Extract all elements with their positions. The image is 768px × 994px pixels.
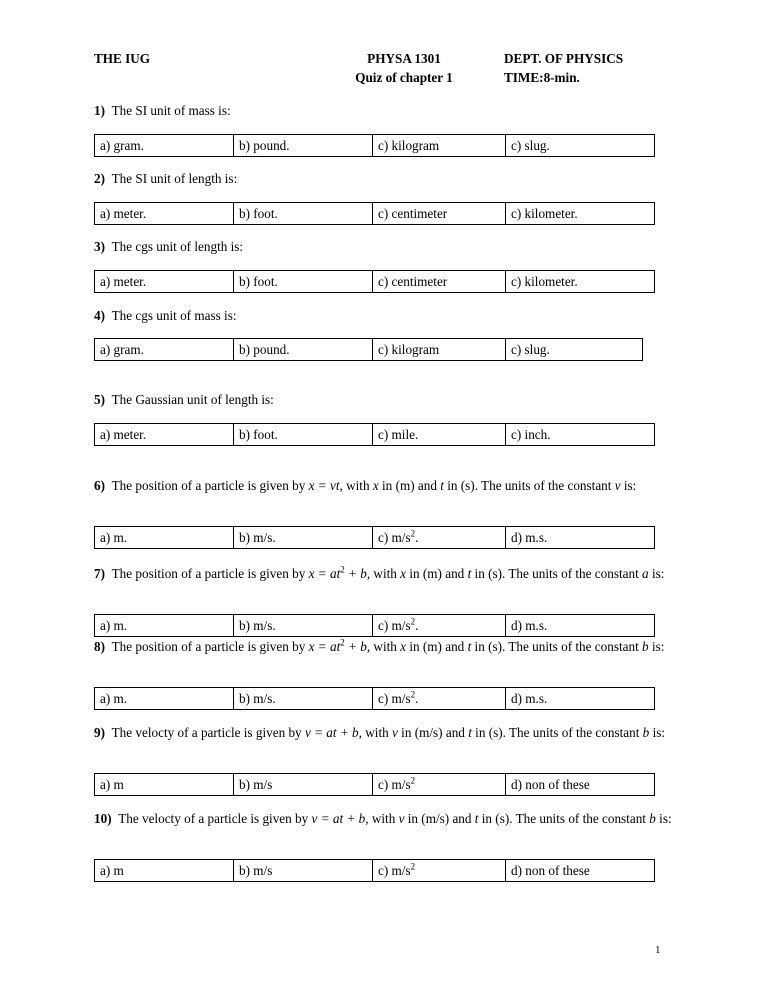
question-9-text: [94, 725, 672, 742]
option-8a[interactable]: a) m.: [95, 688, 234, 710]
question-5-text: [94, 392, 654, 409]
question-9-body-1: The velocty of a particle is given by: [111, 725, 305, 740]
table-row: [95, 424, 655, 446]
question-10-var-v: v: [398, 811, 405, 826]
table-row: [95, 527, 655, 549]
question-6: [94, 478, 672, 495]
question-7-var-t: t: [467, 566, 472, 581]
option-5d[interactable]: c) inch.: [506, 424, 655, 446]
option-1a[interactable]: a) gram.: [95, 135, 234, 157]
answer-table-10: [94, 859, 655, 882]
question-8-body-5: is:: [648, 639, 665, 654]
option-10c-exponent: 2: [410, 861, 416, 872]
question-8-number: 8): [94, 639, 105, 654]
question-8-formula-post: + b: [344, 639, 367, 654]
question-7-var-x: x: [400, 566, 407, 581]
option-3d[interactable]: c) kilometer.: [506, 271, 655, 293]
option-8c-suffix: .: [415, 690, 419, 706]
question-9-number: 9): [94, 725, 105, 740]
option-5c[interactable]: c) mile.: [373, 424, 506, 446]
answer-table-8: [94, 687, 655, 710]
question-2-body: The SI unit of length is:: [111, 171, 238, 186]
question-7-body-5: is:: [648, 566, 665, 581]
question-5: [94, 392, 654, 409]
question-5-body: The Gaussian unit of length is:: [111, 392, 274, 407]
option-7b[interactable]: b) m/s.: [234, 615, 373, 637]
question-7-formula: [309, 566, 367, 581]
question-8-body-3: in (m) and: [406, 639, 468, 654]
option-7d[interactable]: d) m.s.: [506, 615, 655, 637]
question-10-number: 10): [94, 811, 112, 826]
question-5-number: 5): [94, 392, 105, 407]
question-10-var-t: t: [474, 811, 479, 826]
option-7c-label: c) m/s: [378, 617, 411, 633]
question-1-text: [94, 103, 654, 120]
option-8c-exponent: 2: [410, 689, 416, 700]
course-code: PHYSA 1301: [367, 51, 441, 66]
question-6-text: [94, 478, 672, 495]
document-header: [94, 50, 639, 90]
question-4-number: 4): [94, 308, 105, 323]
question-10-var-b: b: [649, 811, 656, 826]
option-6c-label: c) m/s: [378, 529, 411, 545]
question-10-body-2: , with: [365, 811, 399, 826]
answer-table-9: [94, 773, 655, 796]
question-7-body-3: in (m) and: [406, 566, 468, 581]
option-6c[interactable]: [373, 527, 506, 549]
question-7: [94, 566, 672, 583]
option-6c-exponent: 2: [410, 528, 416, 539]
page-number: 1: [655, 944, 661, 956]
question-9-var-v: v: [392, 725, 398, 740]
option-8d[interactable]: d) m.s.: [506, 688, 655, 710]
question-2-text: [94, 171, 654, 188]
time-limit: TIME:8-min.: [504, 70, 580, 85]
option-6c-suffix: .: [415, 529, 419, 545]
table-row: [95, 688, 655, 710]
question-6-body-1: The position of a particle is given by: [111, 478, 309, 493]
table-row: [95, 339, 643, 361]
option-9a[interactable]: a) m: [95, 774, 234, 796]
answer-table-3: [94, 270, 655, 293]
question-10-formula: v = at + b: [311, 811, 366, 826]
option-2a[interactable]: a) meter.: [95, 203, 234, 225]
question-8-formula-exponent: 2: [340, 637, 345, 648]
question-1: [94, 103, 654, 120]
question-9-body-4: in (s). The units of the constant: [471, 725, 643, 740]
quiz-subtitle: Quiz of chapter 1: [355, 70, 453, 85]
option-10c[interactable]: [373, 860, 506, 882]
institution-name: THE IUG: [94, 51, 151, 66]
question-9-body-3: in (m/s) and: [397, 725, 469, 740]
question-4-body: The cgs unit of mass is:: [111, 308, 237, 323]
option-10b[interactable]: b) m/s: [234, 860, 373, 882]
option-9b[interactable]: b) m/s: [234, 774, 373, 796]
option-7c-exponent: 2: [410, 616, 416, 627]
option-2d[interactable]: c) kilometer.: [506, 203, 655, 225]
question-8-text: [94, 639, 672, 656]
option-3c[interactable]: c) centimeter: [373, 271, 506, 293]
table-row: [95, 774, 655, 796]
table-row: [95, 615, 655, 637]
department-name: DEPT. OF PHYSICS: [504, 51, 624, 66]
question-7-body-4: in (s). The units of the constant: [471, 566, 643, 581]
option-2c[interactable]: c) centimeter: [373, 203, 506, 225]
question-7-body-2: , with: [366, 566, 401, 581]
question-8-body-2: , with: [366, 639, 401, 654]
answer-table-4: [94, 338, 643, 361]
option-6b[interactable]: b) m/s.: [234, 527, 373, 549]
option-1c[interactable]: c) kilogram: [373, 135, 506, 157]
option-4d[interactable]: c) slug.: [506, 339, 643, 361]
answer-table-6: [94, 526, 655, 549]
option-9d[interactable]: d) non of these: [506, 774, 655, 796]
question-6-var-t: t: [440, 478, 444, 493]
question-6-var-x: x: [372, 478, 379, 493]
question-6-body-5: is:: [620, 478, 637, 493]
option-4c[interactable]: c) kilogram: [373, 339, 506, 361]
question-4: [94, 308, 654, 325]
option-4b[interactable]: b) pound.: [234, 339, 373, 361]
question-8: [94, 639, 672, 656]
question-3: [94, 239, 654, 256]
question-7-text: [94, 566, 672, 583]
question-8-formula-pre: x = at: [308, 639, 341, 654]
option-9c-exponent: 2: [410, 775, 416, 786]
question-2-number: 2): [94, 171, 105, 186]
question-10: [94, 811, 672, 828]
option-6d[interactable]: d) m.s.: [506, 527, 655, 549]
option-1d[interactable]: c) slug.: [506, 135, 655, 157]
question-6-body-3: in (m) and: [378, 478, 441, 493]
option-10c-label: c) m/s: [378, 862, 411, 878]
question-3-text: [94, 239, 654, 256]
question-10-text: [94, 811, 672, 828]
question-6-formula: x = vt: [308, 478, 340, 493]
question-3-number: 3): [94, 239, 105, 254]
department-info: [504, 50, 623, 86]
question-7-body-1: The position of a particle is given by: [111, 566, 309, 581]
option-7a[interactable]: a) m.: [95, 615, 234, 637]
option-8c[interactable]: [373, 688, 506, 710]
question-8-var-t: t: [467, 639, 472, 654]
answer-table-5: [94, 423, 655, 446]
option-10a[interactable]: a) m: [95, 860, 234, 882]
table-row: [95, 860, 655, 882]
question-9-formula: v = at + b: [304, 725, 359, 740]
option-5b[interactable]: b) foot.: [234, 424, 373, 446]
question-9-body-2: , with: [358, 725, 392, 740]
option-3b[interactable]: b) foot.: [234, 271, 373, 293]
option-5a[interactable]: a) meter.: [95, 424, 234, 446]
option-3a[interactable]: a) meter.: [95, 271, 234, 293]
question-2: [94, 171, 654, 188]
question-8-formula: [309, 639, 367, 654]
option-2b[interactable]: b) foot.: [234, 203, 373, 225]
question-3-body: The cgs unit of length is:: [111, 239, 244, 254]
question-10-body-3: in (m/s) and: [404, 811, 475, 826]
table-row: [95, 135, 655, 157]
option-6a[interactable]: a) m.: [95, 527, 234, 549]
question-9-var-t: t: [468, 725, 472, 740]
question-7-var-a: a: [642, 566, 649, 581]
question-6-body-2: , with: [339, 478, 373, 493]
option-10d[interactable]: d) non of these: [506, 860, 655, 882]
question-1-number: 1): [94, 103, 105, 118]
question-8-var-b: b: [642, 639, 649, 654]
question-10-body-1: The velocty of a particle is given by: [118, 811, 312, 826]
answer-table-1: [94, 134, 655, 157]
question-9-var-b: b: [642, 725, 650, 740]
question-6-body-4: in (s). The units of the constant: [443, 478, 615, 493]
answer-table-7: [94, 614, 655, 637]
question-6-number: 6): [94, 478, 105, 493]
option-4a[interactable]: a) gram.: [95, 339, 234, 361]
option-8c-label: c) m/s: [378, 690, 411, 706]
table-row: [95, 203, 655, 225]
question-7-number: 7): [94, 566, 105, 581]
question-9-body-5: is:: [649, 725, 666, 740]
option-9c[interactable]: [373, 774, 506, 796]
option-8b[interactable]: b) m/s.: [234, 688, 373, 710]
question-10-body-4: in (s). The units of the constant: [478, 811, 650, 826]
question-8-body-1: The position of a particle is given by: [111, 639, 309, 654]
question-7-formula-exponent: 2: [340, 564, 345, 575]
table-row: [95, 271, 655, 293]
option-9c-label: c) m/s: [378, 776, 411, 792]
option-1b[interactable]: b) pound.: [234, 135, 373, 157]
question-8-var-x: x: [400, 639, 407, 654]
question-6-var-v: v: [614, 478, 621, 493]
question-10-body-5: is:: [655, 811, 672, 826]
question-8-body-4: in (s). The units of the constant: [471, 639, 643, 654]
question-7-formula-pre: x = at: [308, 566, 341, 581]
question-1-body: The SI unit of mass is:: [111, 103, 231, 118]
question-9: [94, 725, 672, 742]
answer-table-2: [94, 202, 655, 225]
option-7c-suffix: .: [415, 617, 419, 633]
course-title: [309, 50, 499, 86]
option-7c[interactable]: [373, 615, 506, 637]
question-4-text: [94, 308, 654, 325]
question-7-formula-post: + b: [344, 566, 367, 581]
